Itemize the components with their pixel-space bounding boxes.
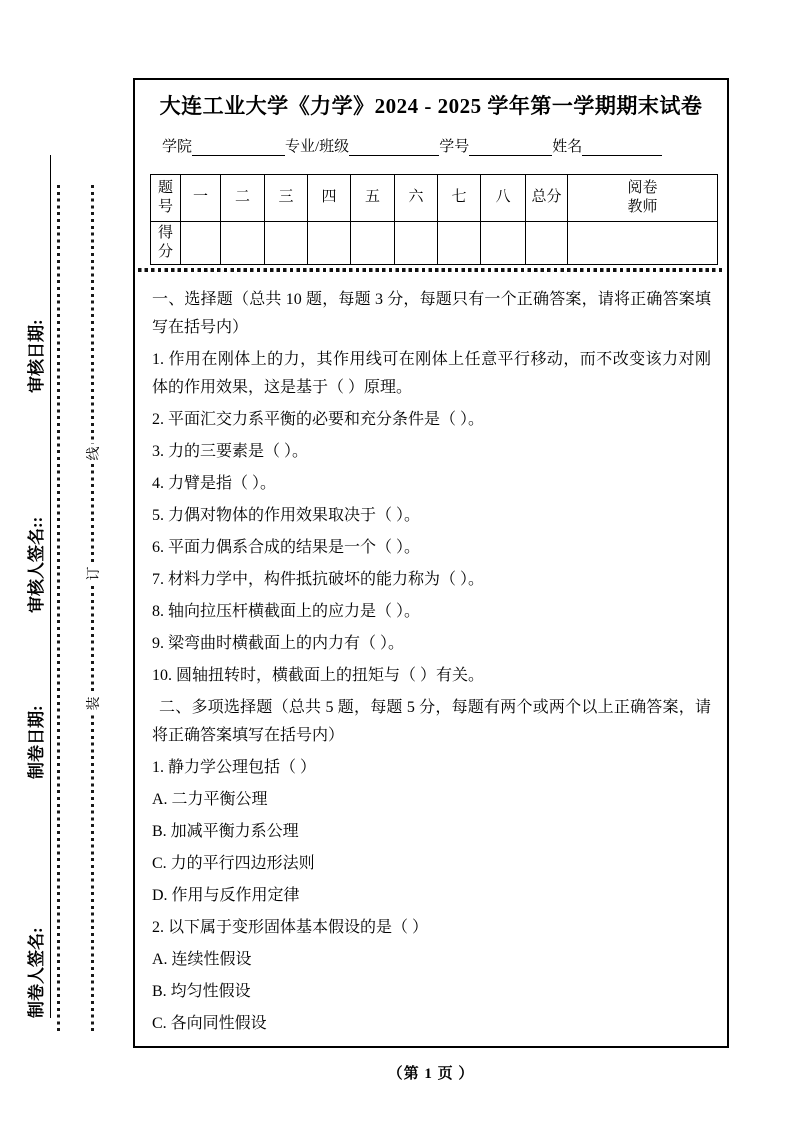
- binding-line-char: 装: [82, 694, 103, 713]
- margin-field-paper-maker-signature: [26, 777, 50, 1018]
- name-blank: [582, 137, 662, 156]
- margin-label: 制卷日期:: [27, 705, 46, 779]
- margin-field-reviewer-signature: [26, 390, 50, 613]
- score-value-cell: [265, 222, 308, 265]
- grader-header-cell: [568, 175, 718, 222]
- binding-line-char: 订: [82, 564, 103, 583]
- question-number-cell: 七: [438, 175, 481, 222]
- total-score-header-cell: 总分: [526, 175, 568, 222]
- question-number-cell: 八: [481, 175, 526, 222]
- option-text: C. 各向同性假设: [152, 1015, 267, 1032]
- question-text: 1. 作用在刚体上的力，其作用线可在刚体上任意平行移动，而不改变该力对刚体的作用效果，这是基于（ ）原理。: [152, 351, 711, 396]
- section1-heading: 一、选择题（总共 10 题，每题 3 分，每题只有一个正确答案，请将正确答案填写在括号内）: [152, 291, 711, 336]
- score-value-cell: [481, 222, 526, 265]
- score-value-cell: [181, 222, 221, 265]
- score-table: [150, 174, 718, 265]
- score-value-cell: [568, 222, 718, 265]
- dotted-separator: [138, 268, 723, 272]
- section1-questions: [152, 346, 711, 690]
- question-text: 5. 力偶对物体的作用效果取决于（ ）。: [152, 507, 421, 524]
- option-text: C. 力的平行四边形法则: [152, 855, 315, 872]
- score-table-header-row: [151, 175, 718, 222]
- score-value-cell: [308, 222, 351, 265]
- question-text: 10. 圆轴扭转时，横截面上的扭矩与（ ）有关。: [152, 667, 485, 684]
- question-text: 3. 力的三要素是（ ）。: [152, 443, 309, 460]
- score-value-cell: [221, 222, 265, 265]
- college-label: 学院: [162, 139, 193, 155]
- score-corner: 得分: [151, 222, 181, 265]
- student-id-blank: [469, 137, 552, 156]
- margin-label: 审核日期:: [27, 319, 46, 393]
- score-value-cell: [395, 222, 438, 265]
- college-blank: [192, 137, 285, 156]
- question-text: 6. 平面力偶系合成的结果是一个（ ）。: [152, 539, 421, 556]
- option-text: B. 加减平衡力系公理: [152, 823, 299, 840]
- question-number-cell: 四: [308, 175, 351, 222]
- page-number: （第 1 页 ）: [387, 1066, 475, 1082]
- binding-line-char: 线: [82, 444, 103, 463]
- section2-questions: [152, 754, 711, 1038]
- binding-dotted-line: [86, 185, 102, 1035]
- option-text: D. 作用与反作用定律: [152, 887, 300, 904]
- margin-field-paper-made-date: [26, 607, 50, 779]
- score-table-score-row: [151, 222, 718, 265]
- grader-label-line: 阅卷: [627, 179, 658, 196]
- student-id-label: 学号: [439, 139, 470, 155]
- section2-heading: 二、多项选择题（总共 5 题，每题 5 分，每题有两个或两个以上正确答案，请将正确答案填写在括号内）: [152, 699, 711, 744]
- question-number-cell: 六: [395, 175, 438, 222]
- exam-body: [152, 286, 711, 1042]
- option-text: A. 二力平衡公理: [152, 791, 268, 808]
- margin-label: 制卷人签名:: [27, 927, 46, 1018]
- student-info-row: [162, 132, 707, 156]
- page-title: 大连工业大学《力学》2024 - 2025 学年第一学期期末试卷: [159, 94, 703, 118]
- major-class-label: 专业/班级: [285, 139, 350, 155]
- major-class-blank: [349, 137, 439, 156]
- question-text: 8. 轴向拉压杆横截面上的应力是（ ）。: [152, 603, 421, 620]
- question-text: 9. 梁弯曲时横截面上的内力有（ ）。: [152, 635, 405, 652]
- score-value-cell: [526, 222, 568, 265]
- question-text: 7. 材料力学中，构件抵抗破坏的能力称为（ ）。: [152, 571, 485, 588]
- margin-field-review-date: [26, 155, 50, 393]
- margin-label: 审核人签名::: [27, 516, 46, 613]
- question-number-cell: 三: [265, 175, 308, 222]
- question-text: 2. 平面汇交力系平衡的必要和充分条件是（ ）。: [152, 411, 485, 428]
- question-text: 4. 力臂是指（ ）。: [152, 475, 277, 492]
- question-number-cell: 二: [221, 175, 265, 222]
- score-value-cell: [351, 222, 395, 265]
- question-number-corner: 题号: [151, 175, 181, 222]
- grader-label-line: 教师: [627, 199, 658, 215]
- exam-paper-frame: [133, 78, 729, 1048]
- multi-question-text: 1. 静力学公理包括（ ）: [152, 759, 317, 776]
- option-text: B. 均匀性假设: [152, 983, 251, 1000]
- fold-dotted-line: [57, 185, 60, 1035]
- question-number-cell: 一: [181, 175, 221, 222]
- multi-question-text: 2. 以下属于变形固体基本假设的是（ ）: [152, 919, 429, 936]
- question-number-cell: 五: [351, 175, 395, 222]
- name-label: 姓名: [552, 139, 583, 155]
- score-value-cell: [438, 222, 481, 265]
- option-text: A. 连续性假设: [152, 951, 252, 968]
